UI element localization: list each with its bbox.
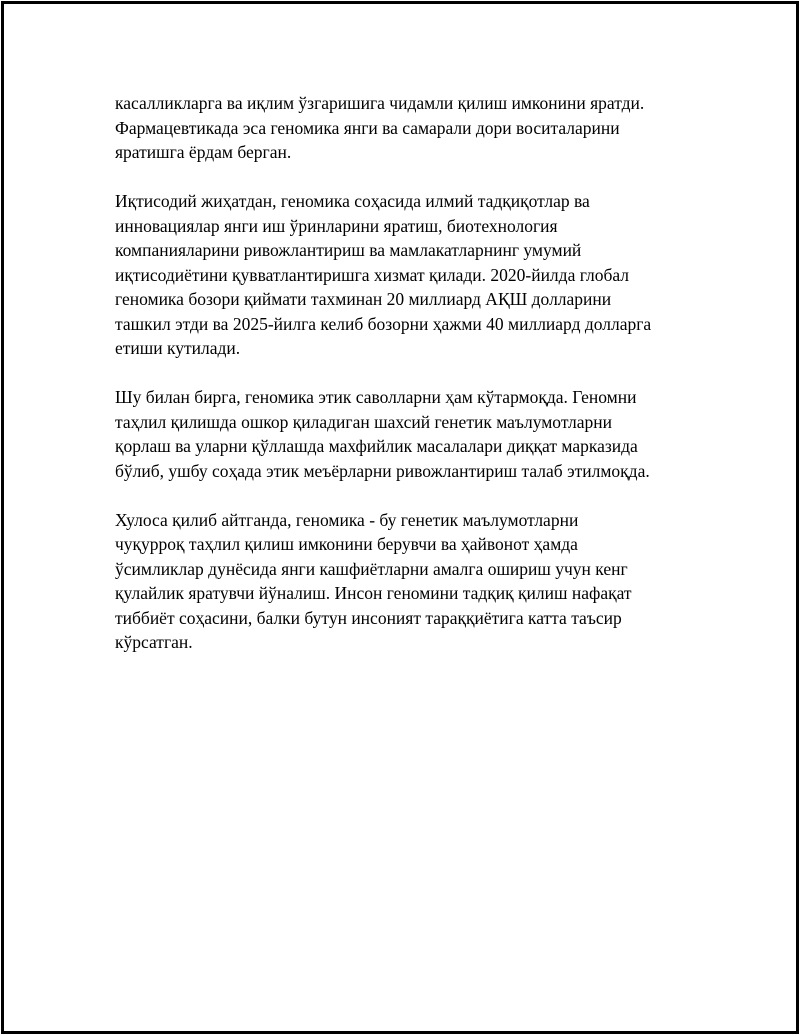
paragraph-3: Шу билан бирга, геномика этик саволларни ҳам кўтармоқда. Геномни таҳлил қилишда ошкор қиладиган шахсий генетик маълумотларни қорлаш ва уларни қўллашда махфийлик масалалари диққат марказида бўлиб, ушбу соҳада этик меъёрларни ривожлантириш талаб этилмоқда.: [115, 387, 650, 481]
paragraph-1: касалликларга ва иқлим ўзгаришига чидамли қилиш имконини яратди. Фармацевтикада эса геномика янги ва самарали дори воситаларини яратишга ёрдам берган.: [115, 93, 645, 162]
document-body: [115, 91, 715, 679]
paragraph-2: Иқтисодий жиҳатдан, геномика соҳасида илмий тадқиқотлар ва инновациялар янги иш ўринларини яратиш, биотехнология компанияларини ривожлантириш ва мамлакатларнинг умумий иқтисодиётини қувватлантиришга хизмат қилади. 2020-йилда глобал геномика бозори қиймати тахминан 20 миллиард АҚШ долларини ташкил этди ва 2025-йилга келиб бозорни ҳажми 40 миллиард долларга етиши кутилади.: [115, 191, 652, 358]
paragraph-4: Хулоса қилиб айтганда, геномика - бу генетик маълумотларни чуқурроқ таҳлил қилиш имконини берувчи ва ҳайвонот ҳамда ўсимликлар дунёсида янги кашфиётларни амалга ошириш учун кенг қулайлик яратувчи йўналиш. Инсон геномини тадқиқ қилиш нафақат тиббиёт соҳасини, балки бутун инсоният тараққиётига катта таъсир кўрсатган.: [115, 509, 632, 652]
